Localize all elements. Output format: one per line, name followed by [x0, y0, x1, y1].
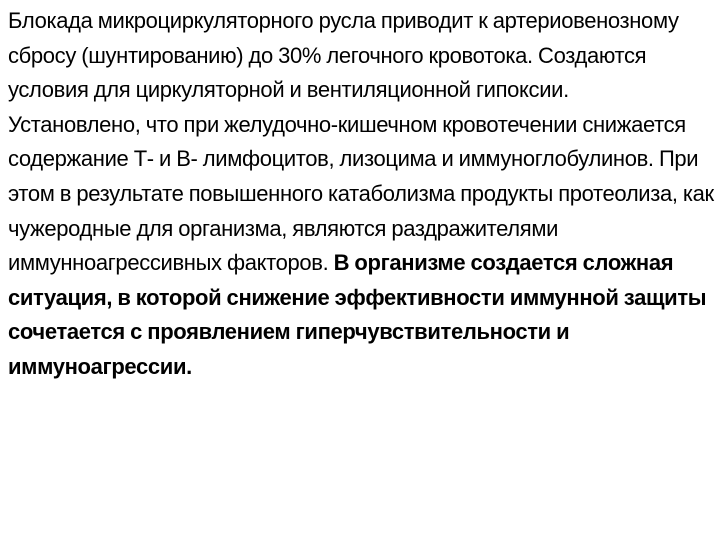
slide-text-block: [8, 4, 716, 385]
paragraph-2-regular-text: Установлено, что при желудочно-кишечном кровотечении снижается содержание Т- и В- лимфоцитов, лизоцима и иммуноглобулинов. При этом в результате повышенного катаболизма продукты протеолиза, как чужеродные для организма, являются раздражителями иммунноагрессивных факторов.: [8, 111, 714, 276]
paragraph-2-bold-text: В организме создается сложная ситуация, в которой снижение эффективности иммунной защиты сочетается с проявлением гиперчувствительности и иммуноагрессии.: [8, 250, 707, 379]
paragraph-2: [8, 108, 716, 385]
paragraph-1: Блокада микроциркуляторного русла приводит к артериовенозному сбросу (шунтированию) до 30% легочного кровотока. Создаются условия для циркуляторной и вентиляционной гипоксии.: [8, 8, 679, 103]
